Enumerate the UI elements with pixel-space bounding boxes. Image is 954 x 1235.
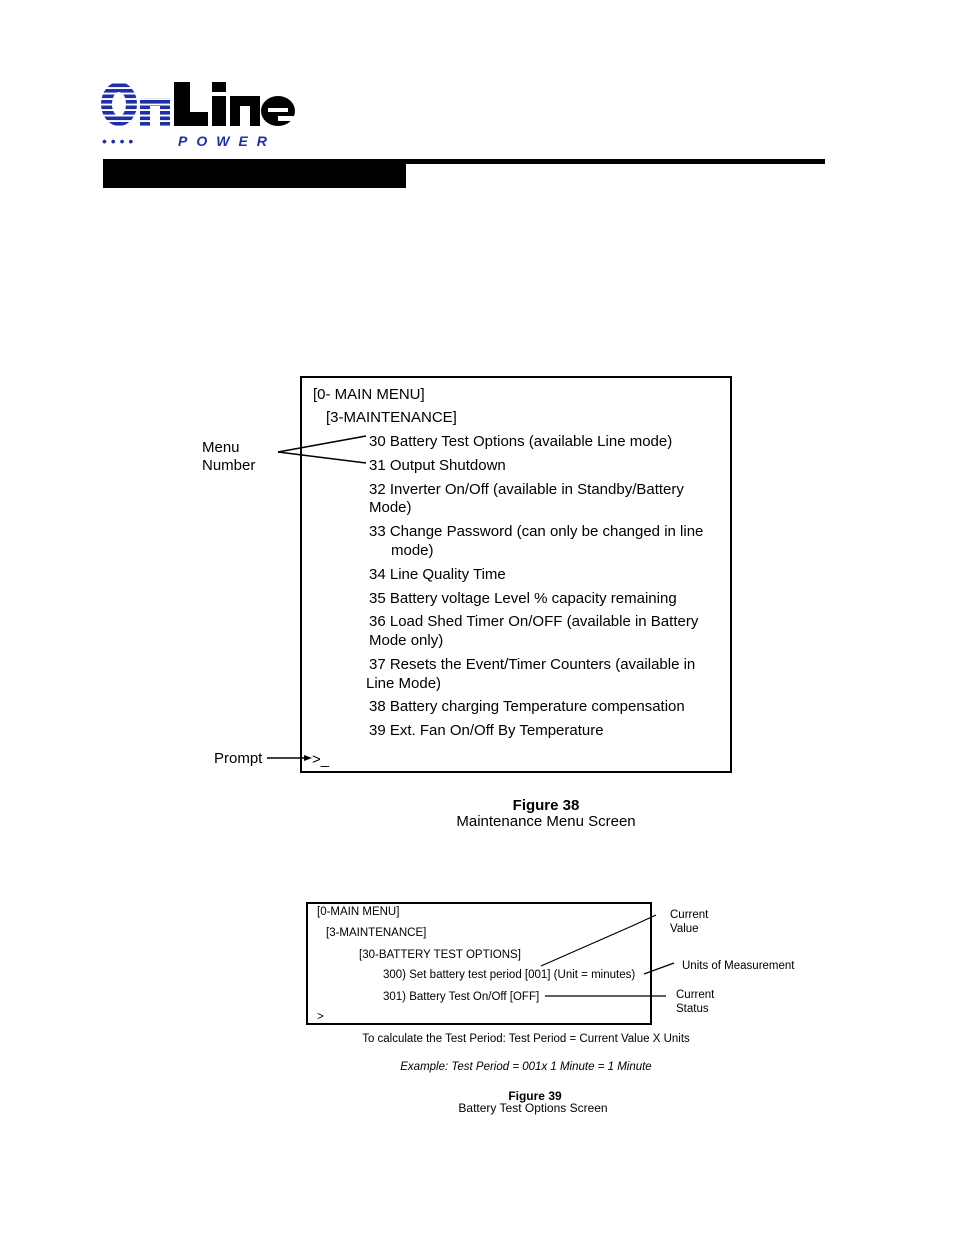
menu-item-36-cont: Mode only)	[369, 632, 444, 649]
logo-dots: • • • •	[102, 133, 134, 149]
screen-item-301: 301) Battery Test On/Off [OFF]	[383, 991, 540, 1003]
menu-line-maintenance: [3-MAINTENANCE]	[326, 409, 457, 426]
figure-39-caption: Battery Test Options Screen	[458, 1101, 608, 1115]
leader-current-value-2	[632, 915, 656, 926]
screen-line-main: [0-MAIN MENU]	[317, 906, 400, 918]
label-current-value-2: Value	[670, 923, 699, 935]
figure-38-title: Figure 38	[512, 797, 580, 814]
screen-prompt: >	[317, 1011, 324, 1023]
leader-menu-31	[278, 452, 366, 463]
label-menu: Menu	[202, 439, 240, 456]
screen-line-maintenance: [3-MAINTENANCE]	[326, 927, 427, 939]
screen-item-300: 300) Set battery test period [001] (Unit = minutes)	[383, 969, 636, 981]
prompt-arrowhead	[304, 755, 312, 761]
menu-item-33: 33 Change Password (can only be changed in line	[369, 523, 704, 540]
menu-item-33-cont: mode)	[391, 542, 434, 559]
label-current-value-1: Current	[670, 909, 709, 921]
menu-item-30: 30 Battery Test Options (available Line mode)	[369, 433, 673, 450]
figure-38-caption: Maintenance Menu Screen	[456, 813, 636, 830]
leader-current-value	[541, 926, 632, 966]
logo-power-text: POWER	[178, 133, 276, 149]
menu-item-39: 39 Ext. Fan On/Off By Temperature	[369, 722, 604, 739]
example-note: Example: Test Period = 001x 1 Minute = 1 Minute	[400, 1061, 652, 1073]
menu-item-31: 31 Output Shutdown	[369, 457, 506, 474]
menu-line-main: [0- MAIN MENU]	[313, 386, 425, 403]
menu-item-35: 35 Battery voltage Level % capacity remaining	[369, 590, 677, 607]
menu-item-34: 34 Line Quality Time	[369, 566, 506, 583]
label-current-status-2: Status	[676, 1003, 709, 1015]
menu-item-32: 32 Inverter On/Off (available in Standby/Battery	[369, 481, 684, 498]
menu-item-37-cont: Line Mode)	[366, 675, 442, 692]
figure-39-title: Figure 39	[508, 1089, 562, 1103]
label-prompt: Prompt	[214, 750, 263, 767]
screen-line-battery-test: [30-BATTERY TEST OPTIONS]	[359, 949, 521, 961]
label-current-status-1: Current	[676, 989, 715, 1001]
menu-item-37: 37 Resets the Event/Timer Counters (available in	[369, 656, 696, 673]
formula-note: To calculate the Test Period: Test Period = Current Value X Units	[362, 1033, 690, 1045]
label-units: Units of Measurement	[682, 960, 795, 972]
menu-item-36: 36 Load Shed Timer On/OFF (available in Battery	[369, 613, 699, 630]
prompt-cursor: >_	[312, 751, 330, 768]
leader-units	[644, 963, 674, 974]
menu-item-38: 38 Battery charging Temperature compensation	[369, 698, 685, 715]
menu-item-32-cont: Mode)	[369, 499, 412, 516]
label-number: Number	[202, 457, 256, 474]
leader-menu-30	[278, 436, 366, 452]
